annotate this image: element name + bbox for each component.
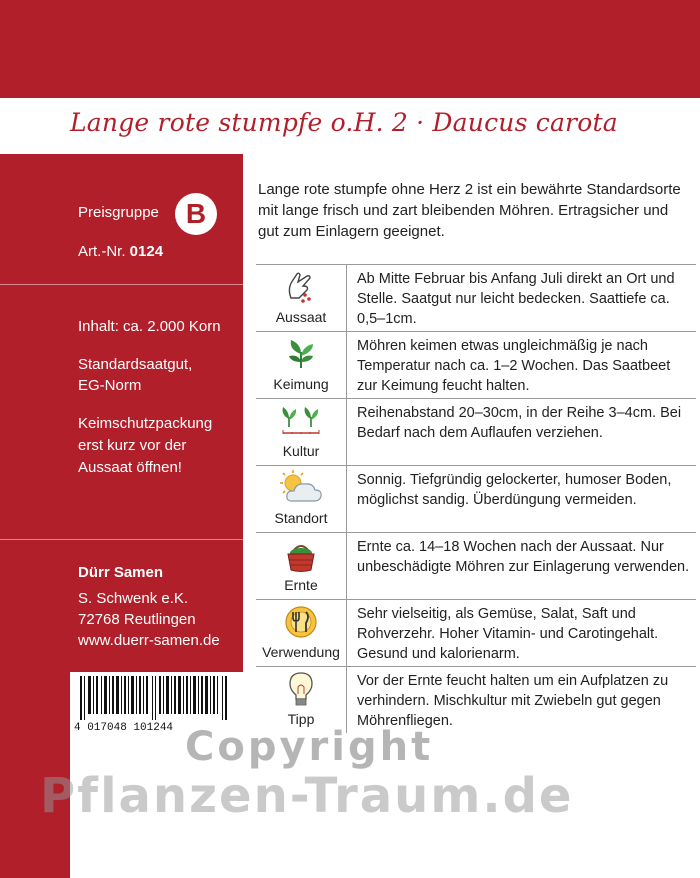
watermark-line-1: Copyright (185, 724, 434, 770)
top-red-band (0, 0, 700, 98)
harvest-basket-icon (256, 533, 346, 577)
table-row (256, 466, 696, 533)
barcode-number: 4 017048 101244 (74, 722, 174, 734)
row-text: Reihenabstand 20–30cm, in der Reihe 3–4cm. Bei Bedarf nach dem Auflaufen verziehen. (347, 399, 697, 466)
standard-line-1: Standardsaatgut, (78, 356, 193, 373)
note-line-3: Aussaat öffnen! (78, 459, 182, 476)
row-label: Kultur (282, 443, 320, 459)
row-label: Tipp (287, 711, 315, 727)
note-line-1: Keimschutzpackung (78, 415, 213, 432)
intro-text: Lange rote stumpfe ohne Herz 2 ist ein bewährte Standardsorte mit lange frisch und zart bleibenden Möhren. Ertragsicher und gut zum Einlagern geeignet. (258, 181, 681, 240)
plate-cutlery-icon (256, 600, 346, 644)
row-text: Ab Mitte Februar bis Anfang Juli direkt an Ort und Stelle. Saatgut nur leicht bedecken. Saattiefe ca. 0,5–1cm. (347, 265, 697, 332)
article-label: Art.-Nr. (78, 243, 126, 260)
row-text: Ernte ca. 14–18 Wochen nach der Aussaat. Nur unbeschädigte Möhren zur Einlagerung verwenden. (347, 533, 697, 600)
company-website[interactable]: www.duerr-samen.de (78, 632, 220, 649)
table-row (256, 600, 696, 667)
price-group-label: Preisgruppe (78, 204, 159, 221)
content-amount: Inhalt: ca. 2.000 Korn (78, 318, 221, 335)
row-label: Keimung (273, 376, 329, 392)
table-row (256, 533, 696, 600)
article-value: 0124 (129, 243, 164, 260)
row-text: Möhren keimen etwas ungleichmäßig je nach Temperatur nach ca. 1–2 Wochen. Das Saatbeet zur Keimung feucht halten. (347, 332, 697, 399)
light-bulb-icon (256, 667, 346, 711)
company-address-2: 72768 Reutlingen (78, 611, 196, 628)
sun-cloud-icon (256, 466, 346, 510)
company-name: Dürr Samen (78, 564, 164, 581)
row-text: Sonnig. Tiefgründig gelockerter, humoser Boden, möglichst sandig. Überdüngung vermeiden. (347, 466, 697, 533)
sprout-icon (256, 332, 346, 376)
row-text: Sehr vielseitig, als Gemüse, Salat, Saft und Rohverzehr. Hoher Vitamin- und Carotingehalt. Gesund und kalorienarm. (347, 600, 697, 667)
article-number (78, 241, 163, 262)
table-row (256, 399, 696, 466)
price-group-badge: B (175, 193, 217, 235)
hand-sowing-icon (256, 265, 346, 309)
growing-info-table (256, 264, 696, 733)
sidebar-divider (0, 539, 243, 540)
watermark-line-2: Pflanzen-Traum.de (40, 768, 574, 824)
note-line-2: erst kurz vor der (78, 437, 187, 454)
row-label: Aussaat (275, 309, 327, 325)
seedlings-spacing-icon (256, 399, 346, 443)
row-label: Ernte (284, 577, 318, 593)
sidebar-divider (0, 284, 243, 285)
row-text: Vor der Ernte feucht halten um ein Aufplatzen zu verhindern. Mischkultur mit Zwiebeln gut gegen Möhrenfliegen. (347, 667, 697, 734)
row-label: Standort (274, 510, 328, 526)
product-title: Lange rote stumpfe o.H. 2 · Daucus carota (70, 108, 618, 137)
table-row (256, 332, 696, 399)
standard-line-2: EG-Norm (78, 377, 142, 394)
table-row (256, 265, 696, 332)
company-address-1: S. Schwenk e.K. (78, 590, 189, 607)
row-label: Verwendung (262, 644, 340, 660)
